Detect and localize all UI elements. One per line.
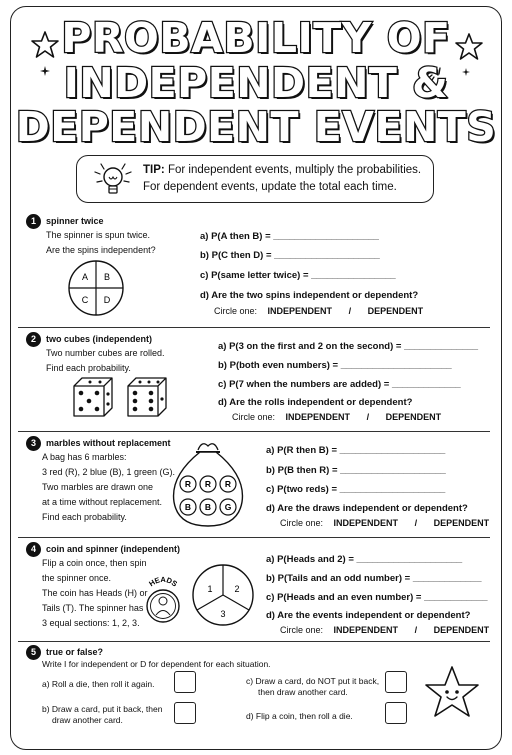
section-2-number: 2 bbox=[26, 332, 41, 347]
spinner-label: A bbox=[81, 272, 89, 282]
option-independent[interactable]: INDEPENDENT bbox=[333, 518, 399, 528]
section-1-title: spinner twice bbox=[46, 216, 104, 226]
lightbulb-icon bbox=[93, 160, 133, 200]
spinner-123 bbox=[190, 562, 256, 628]
circle-label: Circle one: bbox=[214, 306, 258, 316]
option-slash: / bbox=[414, 625, 418, 635]
question-2b[interactable]: b) P(both even numbers) = _____________________ bbox=[218, 360, 452, 371]
section-4-line-1: Flip a coin once, then spin bbox=[42, 558, 147, 568]
section-4-line-2: the spinner once. bbox=[42, 573, 112, 583]
section-4-line-5: 3 equal sections: 1, 2, 3. bbox=[42, 618, 140, 628]
answer-box-c[interactable] bbox=[385, 671, 407, 693]
question-3b[interactable]: b) P(B then R) = ____________________ bbox=[266, 465, 446, 476]
marble-label: R bbox=[204, 479, 212, 489]
marble-label: G bbox=[224, 502, 232, 512]
answer-box-b[interactable] bbox=[174, 702, 196, 724]
circle-label: Circle one: bbox=[280, 518, 324, 528]
option-dependent[interactable]: DEPENDENT bbox=[433, 625, 490, 635]
circle-choice-2 bbox=[232, 412, 441, 422]
tip-line-1: TIP: For independent events, multiply the probabilities. bbox=[143, 164, 422, 176]
question-1b[interactable]: b) P(C then D) = ____________________ bbox=[200, 250, 380, 261]
marble-label: B bbox=[204, 502, 212, 512]
section-divider bbox=[18, 537, 490, 538]
question-4c[interactable]: c) P(Heads and an even number) = ____________ bbox=[266, 592, 488, 603]
section-4-number: 4 bbox=[26, 542, 41, 557]
marble-bag-icon bbox=[166, 436, 250, 530]
marble-label: R bbox=[224, 479, 232, 489]
option-slash: / bbox=[348, 306, 352, 316]
option-dependent[interactable]: DEPENDENT bbox=[433, 518, 490, 528]
coin-label: HEADS bbox=[147, 574, 180, 589]
section-3-title: marbles without replacement bbox=[46, 438, 171, 448]
spinner-label: 3 bbox=[220, 609, 226, 619]
question-4d: d) Are the events independent or dependent? bbox=[266, 610, 471, 621]
question-4b[interactable]: b) P(Tails and an odd number) = _____________ bbox=[266, 573, 482, 584]
option-slash: / bbox=[414, 518, 418, 528]
section-divider bbox=[18, 641, 490, 642]
question-3d: d) Are the draws independent or dependent? bbox=[266, 503, 468, 514]
section-5-number: 5 bbox=[26, 645, 41, 660]
question-3c[interactable]: c) P(two reds) = ____________________ bbox=[266, 484, 446, 495]
page-title-line-2: INDEPENDENT & bbox=[63, 59, 449, 107]
marble-label: R bbox=[184, 479, 192, 489]
smiling-star-icon bbox=[422, 664, 482, 722]
tip-box bbox=[76, 155, 434, 203]
question-3a[interactable]: a) P(R then B) = ____________________ bbox=[266, 445, 446, 456]
section-3-line-4: at a time without replacement. bbox=[42, 497, 163, 507]
section-2-title: two cubes (independent) bbox=[46, 334, 153, 344]
tf-item-c-line-2: then draw another card. bbox=[258, 687, 348, 697]
tf-item-b-line-1: b) Draw a card, put it back, then bbox=[42, 704, 163, 714]
question-2c[interactable]: c) P(7 when the numbers are added) = _____________ bbox=[218, 379, 461, 390]
tf-item-b-line-2: draw another card. bbox=[52, 715, 123, 725]
question-4a[interactable]: a) P(Heads and 2) = ____________________ bbox=[266, 554, 463, 565]
question-1d: d) Are the two spins independent or dependent? bbox=[200, 290, 419, 301]
section-divider bbox=[18, 327, 490, 328]
spinner-abcd bbox=[66, 258, 126, 318]
section-1-text-1: The spinner is spun twice. bbox=[46, 230, 151, 240]
page-title-line-1: PROBABILITY OF bbox=[61, 14, 451, 62]
tf-item-c-line-1: c) Draw a card, do NOT put it back, bbox=[246, 676, 380, 686]
spinner-label: B bbox=[103, 272, 111, 282]
section-divider bbox=[18, 431, 490, 432]
section-3-line-5: Find each probability. bbox=[42, 512, 127, 522]
option-independent[interactable]: INDEPENDENT bbox=[333, 625, 399, 635]
circle-choice-3 bbox=[280, 518, 489, 528]
circle-choice-1 bbox=[214, 306, 423, 316]
tf-item-a: a) Roll a die, then roll it again. bbox=[42, 679, 155, 689]
section-5-title: true or false? bbox=[46, 647, 104, 657]
tf-item-d: d) Flip a coin, then roll a die. bbox=[246, 711, 353, 721]
tip-line-2: For dependent events, update the total each time. bbox=[143, 181, 397, 193]
option-dependent[interactable]: DEPENDENT bbox=[367, 306, 424, 316]
section-3-number: 3 bbox=[26, 436, 41, 451]
section-3-line-1: A bag has 6 marbles: bbox=[42, 452, 127, 462]
section-3-line-3: Two marbles are drawn one bbox=[42, 482, 154, 492]
answer-box-d[interactable] bbox=[385, 702, 407, 724]
dice-icon bbox=[70, 374, 116, 420]
option-independent[interactable]: INDEPENDENT bbox=[267, 306, 333, 316]
spinner-label: D bbox=[103, 295, 111, 305]
section-4-title: coin and spinner (independent) bbox=[46, 544, 181, 554]
coin-heads-icon bbox=[138, 570, 188, 626]
question-1a[interactable]: a) P(A then B) = ____________________ bbox=[200, 231, 379, 242]
answer-box-a[interactable] bbox=[174, 671, 196, 693]
option-slash: / bbox=[366, 412, 370, 422]
section-1-number: 1 bbox=[26, 214, 41, 229]
section-2-text-1: Two number cubes are rolled. bbox=[46, 348, 165, 358]
option-independent[interactable]: INDEPENDENT bbox=[285, 412, 351, 422]
dice-icon bbox=[124, 374, 170, 420]
spinner-label: C bbox=[81, 295, 89, 305]
circle-label: Circle one: bbox=[280, 625, 324, 635]
spinner-label: 2 bbox=[234, 584, 240, 594]
question-2a[interactable]: a) P(3 on the first and 2 on the second) = ______________ bbox=[218, 341, 479, 352]
question-1c[interactable]: c) P(same letter twice) = ________________ bbox=[200, 270, 396, 281]
section-5-instructions: Write I for independent or D for dependent for each situation. bbox=[42, 659, 271, 669]
page-title-line-3: DEPENDENT EVENTS bbox=[15, 103, 497, 151]
option-dependent[interactable]: DEPENDENT bbox=[385, 412, 442, 422]
section-4-line-4: Tails (T). The spinner has bbox=[42, 603, 144, 613]
marble-label: B bbox=[184, 502, 192, 512]
section-4-line-3: The coin has Heads (H) or bbox=[42, 588, 148, 598]
section-1-text-2: Are the spins independent? bbox=[46, 245, 156, 255]
section-2-text-2: Find each probability. bbox=[46, 363, 131, 373]
circle-label: Circle one: bbox=[232, 412, 276, 422]
question-2d: d) Are the rolls independent or dependent? bbox=[218, 397, 413, 408]
section-3-line-2: 3 red (R), 2 blue (B), 1 green (G). bbox=[42, 467, 176, 477]
circle-choice-4 bbox=[280, 625, 489, 635]
spinner-label: 1 bbox=[207, 584, 213, 594]
